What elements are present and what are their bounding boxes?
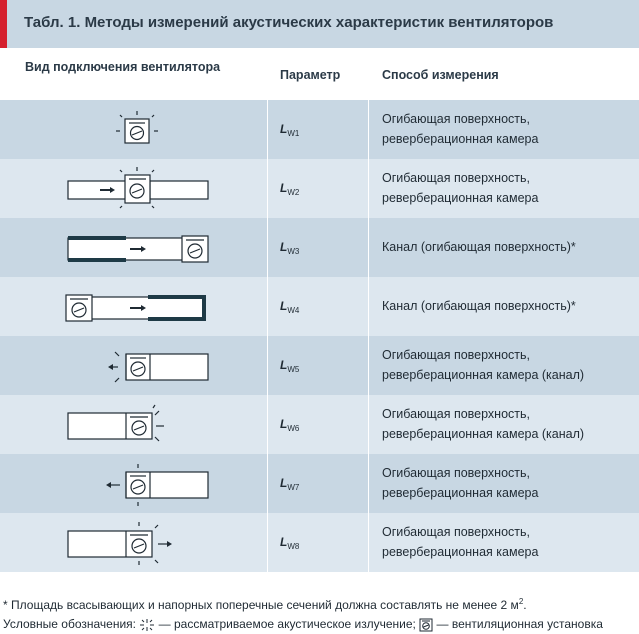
diagram-fan-duct-inlet-icon <box>60 515 220 570</box>
method-text: Огибающая поверхность, реверберационная камера (канал) <box>382 348 585 382</box>
diagram-fan-free-icon <box>60 102 220 157</box>
footnote-area-note: * Площадь всасывающих и напорных поперечные сечений должна составлять не менее 2 $м^2$. <box>3 597 527 612</box>
parameter-value: $L_{W4}$ <box>280 299 300 315</box>
method-text: Канал (огибающая поверхность)* <box>382 299 576 313</box>
parameter-value: $L_{W5}$ <box>280 358 300 374</box>
table-row <box>0 277 639 336</box>
method-text: Огибающая поверхность, реверберационная камера <box>382 525 539 559</box>
method-text: Огибающая поверхность, реверберационная камера (канал) <box>382 407 585 441</box>
title-bar <box>0 0 639 48</box>
title-accent-stripe <box>0 0 7 48</box>
table-row <box>0 513 639 572</box>
diagram-fan-duct-outlet-icon <box>60 456 220 511</box>
diagram-fan-outlet-duct-icon <box>60 220 220 275</box>
table-header-row <box>0 50 639 98</box>
diagram-fan-inlet-radiation-icon <box>60 338 220 393</box>
legend-radiation-text: — рассматриваемое акустическое излучение; <box>158 617 416 631</box>
legend-line <box>3 615 639 634</box>
parameter-value: $L_{W6}$ <box>280 417 300 433</box>
method-text: Огибающая поверхность, реверберационная камера <box>382 112 539 146</box>
header-parameter: Параметр <box>280 68 341 82</box>
legend-fan-text: — вентиляционная установка <box>436 617 603 631</box>
table-row <box>0 336 639 395</box>
method-text: Канал (огибающая поверхность)* <box>382 240 576 254</box>
header-connection-view: Вид подключения вентилятора <box>25 60 221 74</box>
table-title: Табл. 1. Методы измерений акустических характеристик вентиляторов <box>24 14 554 31</box>
parameter-value: $L_{W7}$ <box>280 476 300 492</box>
diagram-fan-inlet-duct-icon <box>60 161 220 216</box>
table-row <box>0 100 639 159</box>
parameter-value: $L_{W8}$ <box>280 535 300 551</box>
method-text: Огибающая поверхность, реверберационная камера <box>382 171 539 205</box>
table-row <box>0 454 639 513</box>
parameter-value: $L_{W1}$ <box>280 122 300 138</box>
table-footnote <box>3 592 639 634</box>
table-row <box>0 395 639 454</box>
table-row <box>0 218 639 277</box>
diagram-fan-inlet-outlet-duct-icon <box>60 279 220 334</box>
method-text: Огибающая поверхность, реверберационная камера <box>382 466 539 500</box>
diagram-fan-outlet-radiation-icon <box>60 397 220 452</box>
table-row <box>0 159 639 218</box>
parameter-value: $L_{W3}$ <box>280 240 300 256</box>
parameter-value: $L_{W2}$ <box>280 181 300 197</box>
legend-label: Условные обозначения: <box>3 617 136 631</box>
header-measurement-method: Способ измерения <box>382 68 499 82</box>
